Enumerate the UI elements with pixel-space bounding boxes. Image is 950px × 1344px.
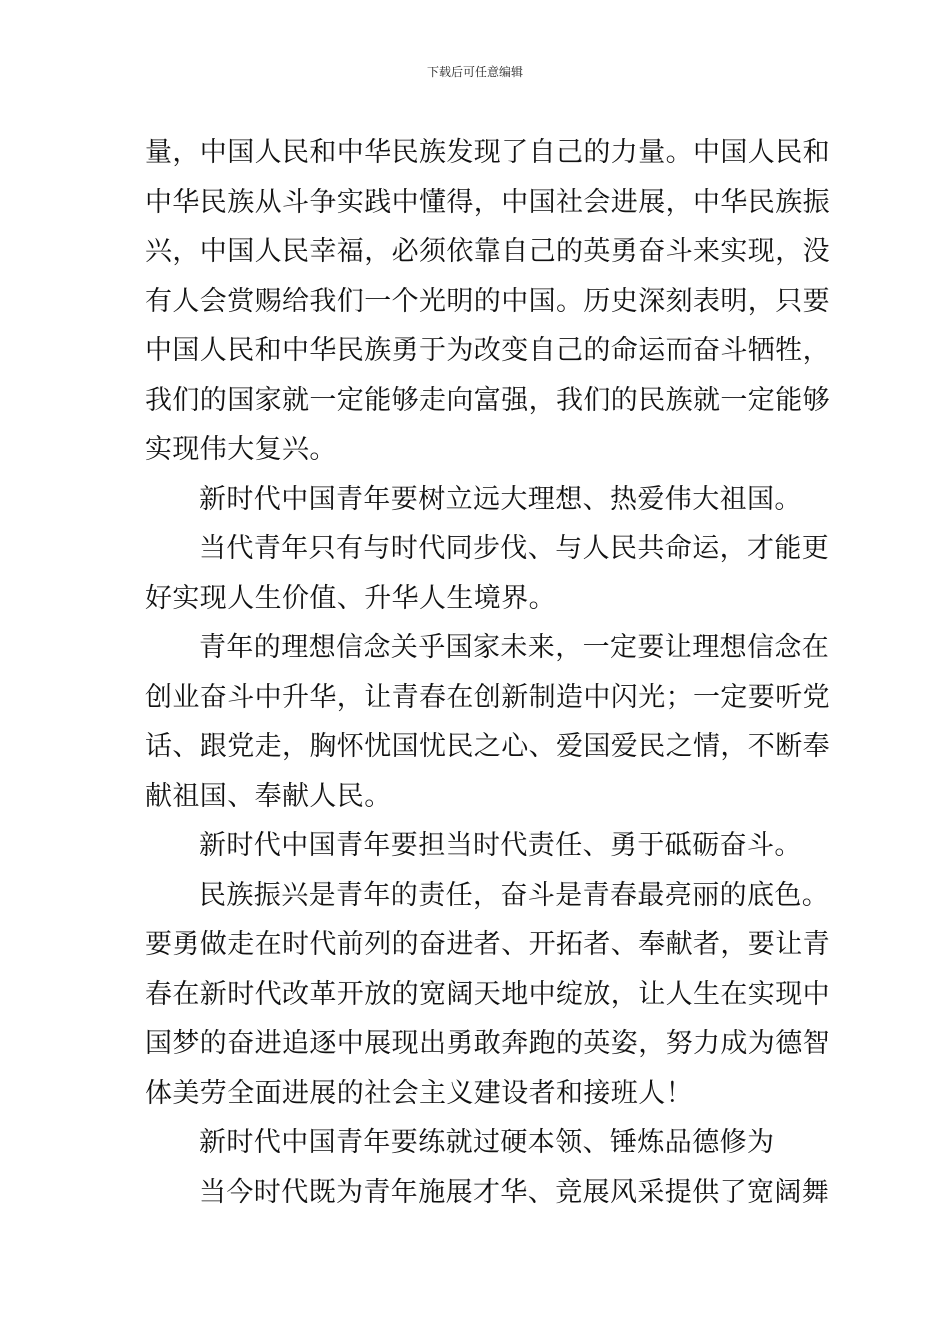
paragraph-start: 民族振兴是青年的责任，奋斗是青春最亮丽的底色。 (199, 879, 830, 911)
text-line: 创业奋斗中升华，让青春在创新制造中闪光；一定要听党 (145, 681, 830, 713)
text-line: 体美劳全面进展的社会主义建设者和接班人！ (145, 1077, 693, 1109)
page-header-note: 下载后可任意编辑 (426, 65, 523, 79)
text-line: 话、跟党走，胸怀忧国忧民之心、爱国爱民之情，不断奉 (145, 731, 830, 762)
text-line: 量，中国人民和中华民族发现了自己的力量。中国人民和 (145, 137, 830, 168)
paragraph-start: 当今时代既为青年施展才华、竞展风采提供了宽阔舞 (199, 1176, 830, 1208)
paragraph-start: 青年的理想信念关乎国家未来，一定要让理想信念在 (199, 632, 830, 663)
paragraph-start: 当代青年只有与时代同步伐、与人民共命运，才能更 (199, 533, 830, 564)
text-line: 春在新时代改革开放的宽阔天地中绽放，让人生在实现中 (145, 978, 830, 1010)
text-line: 献祖国、奉献人民。 (145, 780, 392, 812)
text-line: 中国人民和中华民族勇于为改变自己的命运而奋斗牺牲， (145, 335, 830, 366)
text-line: 中华民族从斗争实践中懂得，中国社会进展，中华民族振 (145, 186, 830, 218)
section-heading: 新时代中国青年要担当时代责任、勇于砥砺奋斗。 (199, 830, 802, 861)
section-heading: 新时代中国青年要练就过硬本领、锤炼品德修为 (199, 1127, 775, 1158)
text-line: 我们的国家就一定能够走向富强，我们的民族就一定能够 (145, 384, 830, 416)
text-line: 要勇做走在时代前列的奋进者、开拓者、奉献者，要让青 (145, 929, 830, 960)
text-line: 好实现人生价值、升华人生境界。 (145, 582, 556, 614)
text-line: 兴，中国人民幸福，必须依靠自己的英勇奋斗来实现，没 (145, 236, 830, 267)
text-line: 实现伟大复兴。 (145, 434, 337, 465)
text-line: 有人会赏赐给我们一个光明的中国。历史深刻表明，只要 (145, 285, 830, 317)
document-body (145, 128, 830, 1217)
section-heading: 新时代中国青年要树立远大理想、热爱伟大祖国。 (199, 483, 802, 515)
text-line: 国梦的奋进追逐中展现出勇敢奔跑的英姿，努力成为德智 (145, 1028, 830, 1059)
